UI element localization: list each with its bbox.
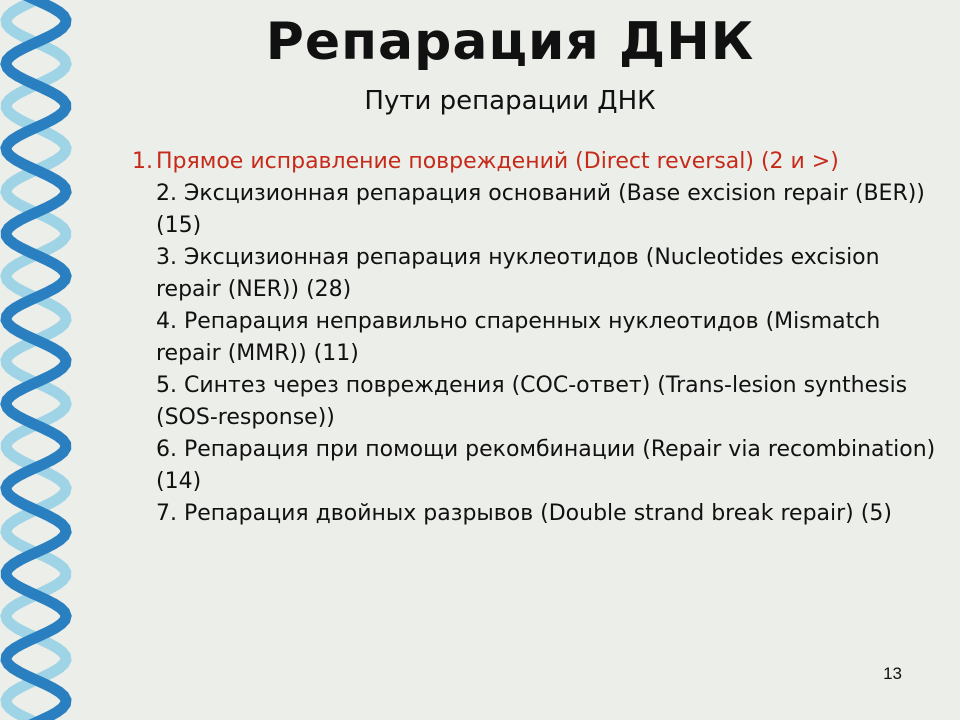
repair-pathways-list (132, 146, 942, 530)
list-item: 4. Репарация неправильно спаренных нуклеотидов (Mismatch repair (MMR)) (11) (156, 309, 881, 366)
list-item: 5. Синтез через повреждения (СОС-ответ) (Trans-lesion synthesis (SOS-response)) (156, 373, 908, 430)
list-item-text: Прямое исправление повреждений (Direct reversal) (2 и >) (156, 149, 839, 174)
list-item-highlighted (132, 146, 942, 178)
list-item: 7. Репарация двойных разрывов (Double strand break repair) (5) (156, 501, 892, 526)
list-item: 3. Эксцизионная репарация нуклеотидов (Nucleotides excision repair (NER)) (28) (156, 245, 880, 302)
list-item: 2. Эксцизионная репарация оснований (Base excision repair (BER)) (15) (156, 181, 925, 238)
slide-title: Репарация ДНК (265, 12, 755, 72)
slide-subtitle: Пути репарации ДНК (364, 86, 656, 116)
list-item-number: 1. (132, 149, 153, 174)
page-number: 13 (883, 664, 902, 683)
dna-helix-decoration (0, 0, 80, 720)
list-item: 6. Репарация при помощи рекомбинации (Repair via recombination) (14) (156, 437, 936, 494)
